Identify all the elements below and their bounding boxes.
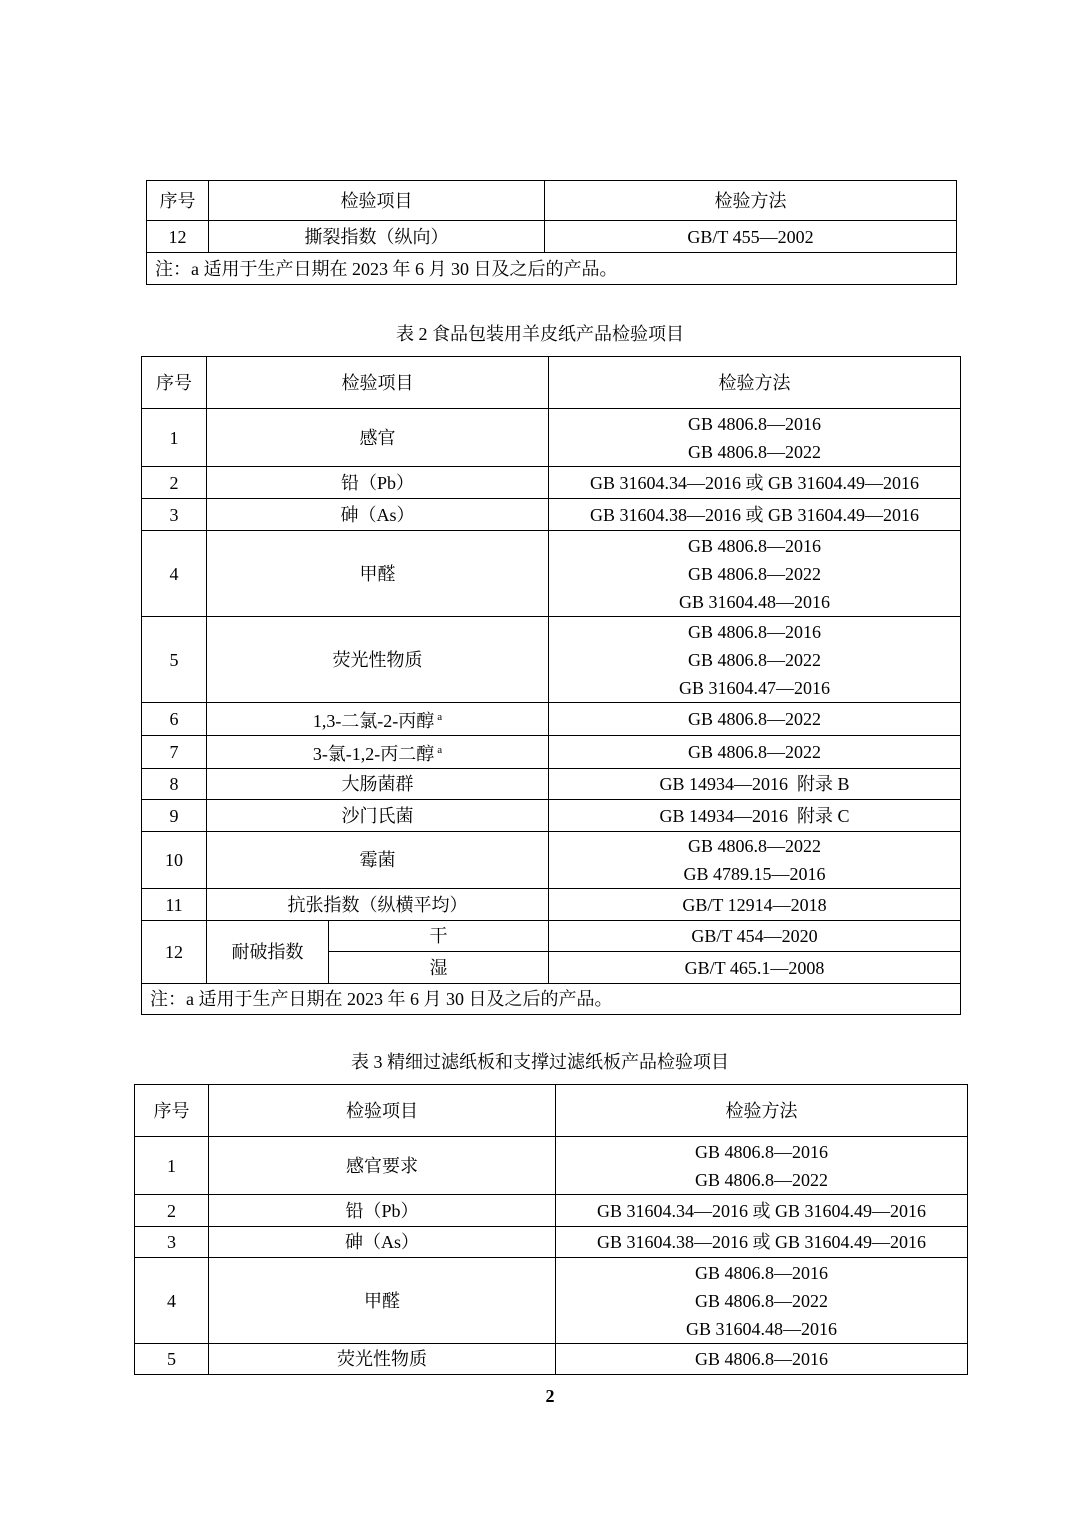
row-item: 砷（As）: [207, 499, 549, 531]
row-method: GB 31604.34—2016 或 GB 31604.49—2016: [556, 1195, 968, 1227]
row-method: [549, 531, 961, 617]
row-method: GB 4806.8—2022: [549, 703, 961, 736]
row-no: 2: [135, 1195, 209, 1227]
header-method: 检验方法: [549, 357, 961, 409]
item-text: 3-氯-1,2-丙二醇: [312, 744, 435, 764]
table-row: [142, 800, 961, 832]
row-method: GB/T 465.1—2008: [549, 952, 961, 984]
table-row: [147, 221, 957, 253]
row-item: 甲醛: [209, 1258, 556, 1344]
row-method: GB 14934—2016 附录 C: [549, 800, 961, 832]
row-no: 1: [135, 1137, 209, 1195]
table-2-caption: 表 2 食品包装用羊皮纸产品检验项目: [396, 324, 684, 344]
table-row: [142, 921, 961, 952]
header-no: 序号: [142, 357, 207, 409]
table-3: [134, 1084, 968, 1375]
row-method: GB 31604.38—2016 或 GB 31604.49—2016: [549, 499, 961, 531]
method-line: GB 4806.8—2016: [694, 1262, 828, 1283]
row-no: 11: [142, 889, 207, 921]
table-row: [135, 1258, 968, 1344]
row-item: 感官要求: [209, 1137, 556, 1195]
table-2: [141, 356, 961, 1015]
row-item: 抗张指数（纵横平均）: [207, 889, 549, 921]
table-row: [135, 1227, 968, 1258]
table-row: [142, 736, 961, 769]
header-no: 序号: [147, 181, 209, 221]
table-row: [142, 409, 961, 467]
row-method: [556, 1258, 968, 1344]
header-item: 检验项目: [207, 357, 549, 409]
method-line: GB 4806.8—2022: [687, 649, 821, 670]
row-item: 耐破指数: [207, 921, 329, 984]
table-1: [146, 180, 957, 285]
row-no: 4: [142, 531, 207, 617]
row-method: GB 14934—2016 附录 B: [549, 769, 961, 800]
row-no: 9: [142, 800, 207, 832]
row-no: 12: [147, 221, 209, 253]
table-row: [142, 499, 961, 531]
method-line: GB 31604.47—2016: [678, 677, 830, 698]
row-method: GB/T 454—2020: [549, 921, 961, 952]
table-3-caption: 表 3 精细过滤纸板和支撑过滤纸板产品检验项目: [351, 1052, 729, 1072]
table-note-row: [142, 984, 961, 1015]
row-no: 5: [135, 1344, 209, 1375]
header-method: 检验方法: [545, 181, 957, 221]
row-method: GB/T 455—2002: [545, 221, 957, 253]
table-row: [142, 531, 961, 617]
header-method: 检验方法: [556, 1085, 968, 1137]
row-item: 沙门氏菌: [207, 800, 549, 832]
row-item: 霉菌: [207, 832, 549, 889]
item-text: 1,3-二氯-2-丙醇: [312, 711, 435, 731]
method-line: GB 4789.15—2016: [683, 864, 826, 884]
method-line: GB 4806.8—2016: [687, 621, 821, 642]
row-method: GB 31604.34—2016 或 GB 31604.49—2016: [549, 467, 961, 499]
row-no: 3: [142, 499, 207, 531]
table-header: [147, 181, 957, 221]
row-item: 铅（Pb）: [209, 1195, 556, 1227]
row-method: [549, 409, 961, 467]
row-no: 12: [142, 921, 207, 984]
page-number: 2: [545, 1386, 555, 1406]
footnote-marker: a: [437, 711, 443, 723]
row-method: GB 4806.8—2022: [549, 736, 961, 769]
table-note: 注：a 适用于生产日期在 2023 年 6 月 30 日及之后的产品。: [147, 253, 957, 285]
row-subitem: 干: [329, 921, 549, 952]
method-line: GB 4806.8—2022: [687, 441, 821, 462]
row-item: 感官: [207, 409, 549, 467]
table-row: [142, 889, 961, 921]
row-method: [549, 832, 961, 889]
method-line: GB 31604.48—2016: [678, 591, 830, 612]
method-line: GB 4806.8—2022: [694, 1290, 828, 1311]
row-method: [556, 1137, 968, 1195]
method-line: GB 4806.8—2022: [687, 563, 821, 584]
header-item: 检验项目: [209, 1085, 556, 1137]
table-row: [142, 467, 961, 499]
row-no: 5: [142, 617, 207, 703]
row-item: 甲醛: [207, 531, 549, 617]
table-row: [142, 832, 961, 889]
method-line: GB 4806.8—2022: [687, 836, 821, 856]
table-row: [135, 1137, 968, 1195]
table-row: [135, 1195, 968, 1227]
table-row: [142, 617, 961, 703]
row-method: [549, 617, 961, 703]
method-line: GB 4806.8—2016: [687, 535, 821, 556]
row-no: 6: [142, 703, 207, 736]
method-line: GB 4806.8—2022: [694, 1169, 828, 1190]
row-item: 大肠菌群: [207, 769, 549, 800]
row-item: [207, 736, 549, 769]
method-line: GB 31604.48—2016: [685, 1318, 837, 1339]
row-method: GB 4806.8—2016: [556, 1344, 968, 1375]
table-note-row: [147, 253, 957, 285]
row-item: 砷（As）: [209, 1227, 556, 1258]
row-item: [207, 703, 549, 736]
header-no: 序号: [135, 1085, 209, 1137]
row-no: 10: [142, 832, 207, 889]
table-note: 注：a 适用于生产日期在 2023 年 6 月 30 日及之后的产品。: [142, 984, 961, 1015]
method-line: GB 4806.8—2016: [687, 413, 821, 434]
row-no: 1: [142, 409, 207, 467]
row-no: 7: [142, 736, 207, 769]
row-item: 荧光性物质: [207, 617, 549, 703]
row-no: 8: [142, 769, 207, 800]
row-no: 2: [142, 467, 207, 499]
table-row: [142, 769, 961, 800]
table-header: [135, 1085, 968, 1137]
method-line: GB 4806.8—2016: [694, 1141, 828, 1162]
footnote-marker: a: [437, 744, 443, 756]
header-item: 检验项目: [209, 181, 545, 221]
row-no: 4: [135, 1258, 209, 1344]
row-subitem: 湿: [329, 952, 549, 984]
table-header: [142, 357, 961, 409]
row-item: 铅（Pb）: [207, 467, 549, 499]
row-item: 撕裂指数（纵向）: [209, 221, 545, 253]
row-method: GB 31604.38—2016 或 GB 31604.49—2016: [556, 1227, 968, 1258]
table-row: [135, 1344, 968, 1375]
row-item: 荧光性物质: [209, 1344, 556, 1375]
table-row: [142, 703, 961, 736]
row-method: GB/T 12914—2018: [549, 889, 961, 921]
row-no: 3: [135, 1227, 209, 1258]
